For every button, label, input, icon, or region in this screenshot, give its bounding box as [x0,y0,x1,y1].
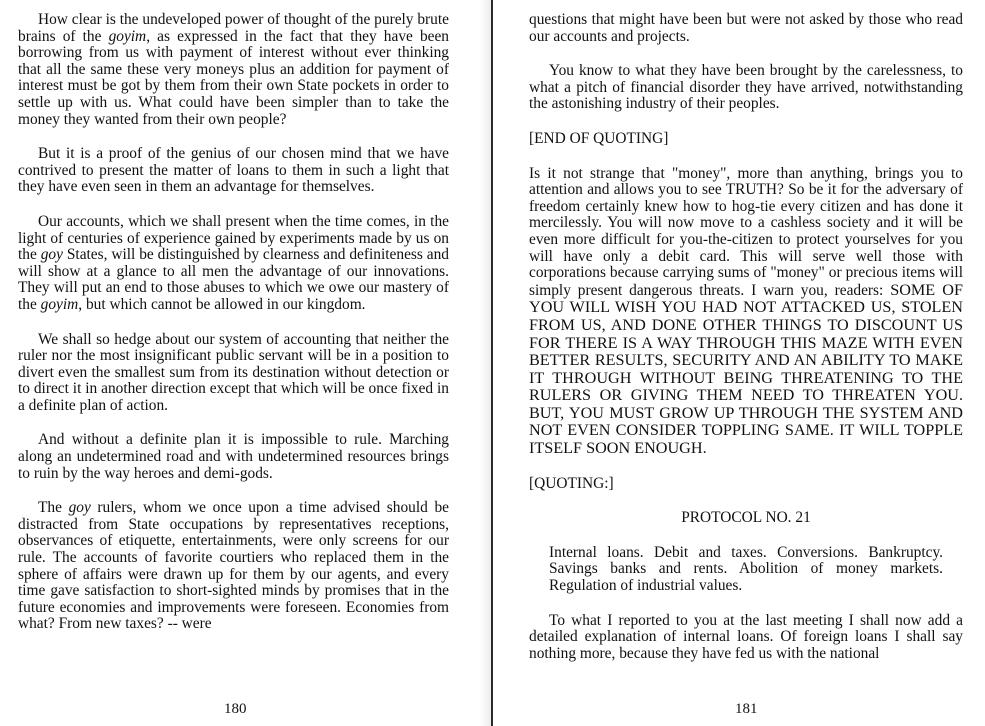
text-run: , as expressed in the fact that they have been borrowing from us with payment of interest without ever thinking that all the same these very moneys plus an addition for payment of interest must be got by them from their own State pockets in order to settle up with us. What could have been simpler than to take the money they wanted from their own people? [18,27,450,128]
italic-term: goy [68,499,91,517]
text-run: We shall so hedge about our system of accounting that neither the ruler nor the most insignificant public servant will be in a position to divert even the smallest sum from its destination without detection or to direct it in another direction except that which will be once fixed in a definite plan of action. [18,330,449,414]
text-run: Our accounts, which we shall present when the time comes, in the light of centuries of experience gained by experiments made by us on the [18,212,449,264]
text-run: , but which cannot be allowed in our kingdom. [78,295,366,313]
left-page [0,0,491,726]
text-run: rulers, whom we once upon a time advised should be distracted from State occupations by representatives receptions, observances of etiquette, entertainments, were only screens for our rule. The accounts of favorite courtiers who replaced them in the sphere of affairs were drawn up for them by our agents, and every time gave satisfaction to short-sighted minds by promises that in the future economies and improvements were foreseen. Economies from what? From new taxes? -- were [18,499,449,633]
page-number-right: 181 [735,701,758,717]
text-run: And without a definite plan it is impossible to rule. Marching along an undetermined road and with undetermined resources brings to ruin by the way heroes and demi-gods. [18,431,449,482]
start-quote-marker: [QUOTING:] [529,474,614,492]
italic-term: goy [40,246,63,264]
commentary-paragraph [529,166,963,458]
paragraph [18,432,449,482]
paragraph: To what I reported to you at the last meeting I shall now add a detailed explanation of internal loans. Of foreign loans I shall say nothing more, because they have fed us with the national [529,611,963,662]
right-page [495,0,985,726]
commentary-caps-text: SOME OF YOU WILL WISH YOU HAD NOT ATTACKED US, STOLEN FROM US, AND DONE OTHER THINGS TO DISCOUNT US FOR THERE IS A WAY THROUGH THIS MAZE WITH EVEN BETTER RESULTS, SECURITY AND AN ABILITY TO MAKE IT THROUGH WITHOUT BEING THREATENING TO THE RULERS OR GIVING THEM NEED TO THREATEN YOU. BUT, YOU MUST GROW UP THROUGH THE SYSTEM AND NOT EVEN CONSIDER TOPPLING SAME. IT WILL TOPPLE ITSELF SOON ENOUGH. [529,280,963,458]
end-quote-marker: [END OF QUOTING] [529,129,669,147]
italic-term: goyim [108,27,147,45]
text-run: The [38,499,69,517]
left-page-body [18,12,449,633]
text-run: But it is a proof of the genius of our chosen mind that we have contrived to present the matter of loans to them in such a light that they have even seen in them an advantage for themselves. [18,145,449,196]
commentary-text: Is it not strange that "money", more than anything, brings you to attention and allows you to see TRUTH? So be it for the adversary of freedom certainly knew how to hog-tie every citizen and has done it mercilessly. You will now move to a cashless society and it will be even more difficult for you-the-citizen to protect yourselves for you will have only a debit card. This will serve well those with corporations because carrying sums of "money" or precious items will simply present dangerous threats. I warn you, readers: [529,164,963,299]
paragraph [18,146,449,196]
paragraph: questions that might have been but were not asked by those who read our accounts and projects. [529,11,963,45]
paragraph [18,332,449,415]
text-run: States, will be distinguished by clearness and definiteness and will show at a glance to all men the advantage of our innovations. They will put an end to those abuses to which we owe our mastery of the [18,246,449,313]
italic-term: goyim [40,295,79,313]
protocol-heading: PROTOCOL NO. 21 [681,509,811,527]
book-gutter [491,0,493,726]
protocol-topics: Internal loans. Debit and taxes. Conversions. Bankruptcy. Savings banks and rents. Abolition of money markets. Regulation of industrial values. [549,543,943,595]
text-run: How clear is the undeveloped power of thought of the purely brute brains of the [18,11,449,45]
page-number-left: 180 [224,701,247,717]
gutter-shadow [480,0,491,726]
paragraph [18,12,449,128]
paragraph [18,500,449,633]
paragraph: You know to what they have been brought by the carelessness, to what a pitch of financial disorder they have arrived, notwithstanding the astonishing industry of their peoples. [529,62,963,113]
paragraph [18,214,449,314]
